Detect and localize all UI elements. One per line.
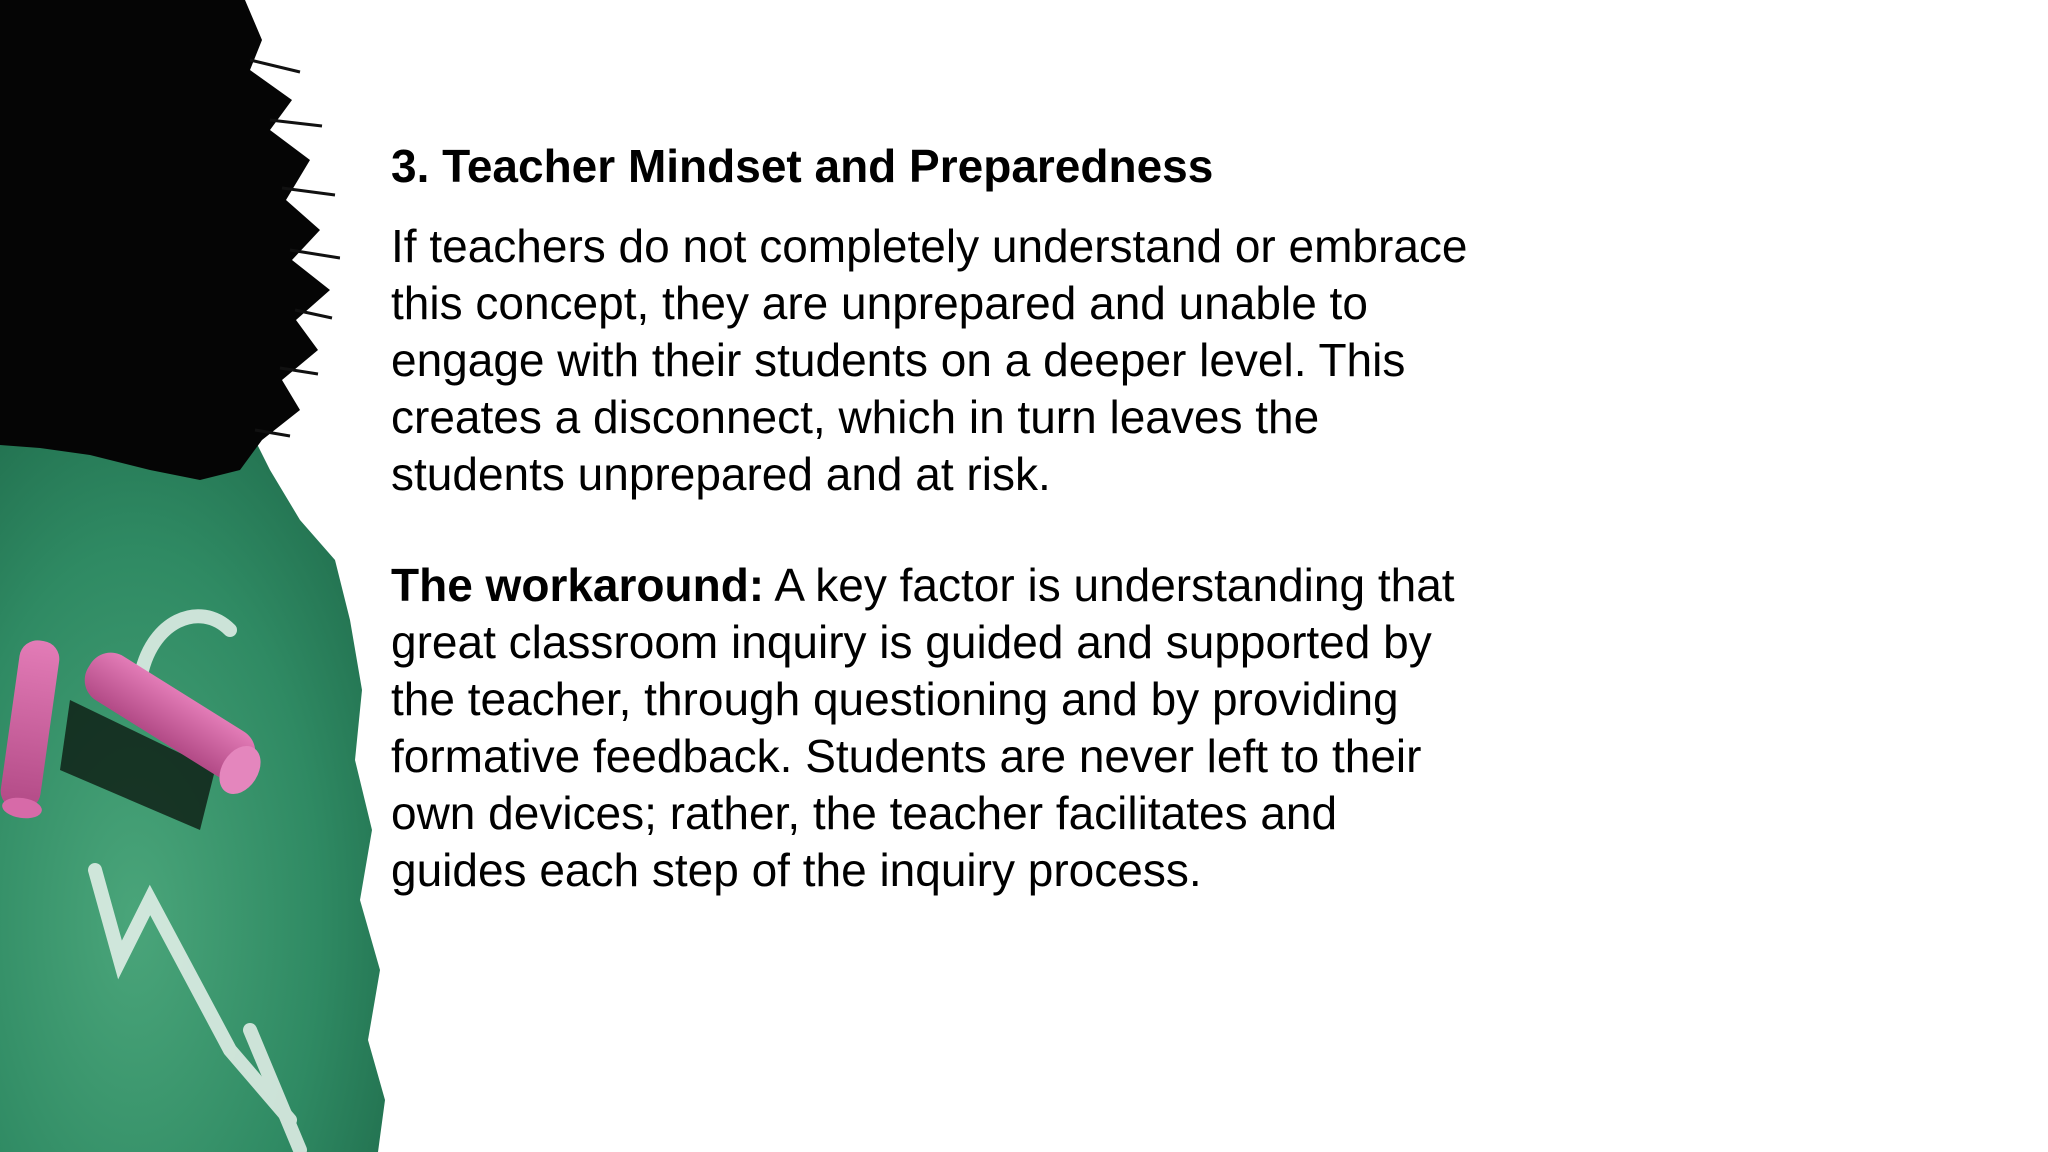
paragraph-spacer xyxy=(391,503,1541,557)
paragraph-line: guides each step of the inquiry process. xyxy=(391,844,1202,896)
paragraph-teacher-preparedness xyxy=(391,218,1541,503)
slide-heading: 3. Teacher Mindset and Preparedness xyxy=(391,140,1214,192)
paragraph-line: students unprepared and at risk. xyxy=(391,448,1051,500)
paragraph-line: creates a disconnect, which in turn leaves the xyxy=(391,391,1320,443)
paragraph-line: A key factor is understanding that xyxy=(764,559,1455,611)
paragraph-line: formative feedback. Students are never left to their xyxy=(391,730,1422,782)
paragraph-line: engage with their students on a deeper level. This xyxy=(391,334,1406,386)
paragraph-line: great classroom inquiry is guided and supported by xyxy=(391,616,1432,668)
paragraph-line: this concept, they are unprepared and unable to xyxy=(391,277,1368,329)
paragraph-line: own devices; rather, the teacher facilitates and xyxy=(391,787,1338,839)
workaround-lead: The workaround: xyxy=(391,559,765,611)
paragraph-line: If teachers do not completely understand or embrace xyxy=(391,220,1468,272)
slide-content xyxy=(391,138,1541,899)
chalkboard-chalk-image xyxy=(0,0,420,1152)
paragraph-workaround xyxy=(391,557,1541,899)
paragraph-line: the teacher, through questioning and by providing xyxy=(391,673,1399,725)
